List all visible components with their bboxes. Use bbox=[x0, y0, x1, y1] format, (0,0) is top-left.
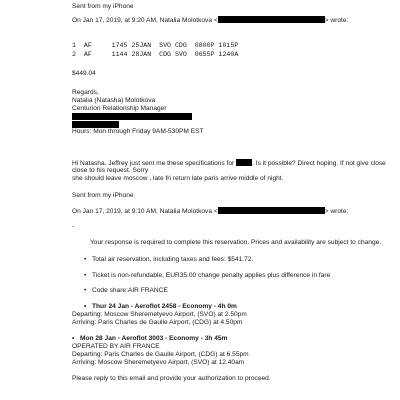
price: $449.04 bbox=[72, 70, 96, 77]
flight-2-depart: Departing: Paris Charles de Gaulle Airport, (CDG) at 6.55pm bbox=[72, 351, 249, 358]
itinerary-route: CDG SVO bbox=[159, 51, 187, 58]
closing-request: Please reply to this email and provide your authorization to proceed. bbox=[72, 375, 271, 382]
itinerary-airline: AF bbox=[83, 51, 92, 58]
sent-from-line-1: Sent from my iPhone bbox=[72, 3, 134, 10]
bullet-item: • Code share:AIR FRANCE bbox=[84, 287, 168, 294]
redacted-name bbox=[236, 159, 252, 166]
itinerary-num: 2 bbox=[72, 51, 76, 58]
flight-title-text: Mon 28 Jan - Aeroflot 3003 - Economy - 3h 45m bbox=[80, 335, 228, 342]
flight-2-title: • Mon 28 Jan - Aeroflot 3003 - Economy - 3h 45m bbox=[72, 335, 228, 342]
bullet-text: Code share:AIR FRANCE bbox=[92, 287, 168, 294]
itinerary-flight: 1745 bbox=[111, 42, 128, 49]
flight-1-depart: Departing: Moscow Sheremetyevo Airport, (SVO) at 2.50pm bbox=[72, 311, 247, 318]
bullet-item: • Total air reservation, including taxes and fees: $541.72. bbox=[84, 256, 254, 263]
message-text: Hi Natasha. Jeffrey just sent me these specifications for bbox=[72, 160, 235, 167]
regards: Regards, bbox=[72, 89, 99, 96]
flight-title-text: Thur 24 Jan - Aeroflot 2458 - Economy - 4h 0m bbox=[92, 303, 237, 310]
response-required: Your response is required to complete this reservation. Prices and availability are subject to change. bbox=[90, 239, 382, 246]
bullet-text: Total air reservation, including taxes and fees: $541.72. bbox=[92, 256, 254, 263]
flight-2-arrive: Arriving: Moscow Sheremetyevo Airport, (SVO) at 12.40am bbox=[72, 359, 245, 366]
message-line-2: close to his request. Sorry bbox=[72, 167, 149, 174]
message-text: . Is it possible? Direct hoping. If not give close bbox=[252, 160, 386, 167]
bullet-item: • Ticket is non-refundable, EUR35.00 change penalty applies plus difference in fare bbox=[84, 272, 331, 279]
redacted-email bbox=[218, 207, 325, 214]
bullet-text: Ticket is non-refundable, EUR35.00 change penalty applies plus difference in fare bbox=[92, 272, 331, 279]
hours: Hours: Mon through Friday 9AM-530PM EST bbox=[72, 128, 204, 135]
wrote-header-prefix: On Jan 17, 2019, at 9:10 AM, Natalia Molotkova < bbox=[72, 208, 218, 215]
wrote-header-suffix: > wrote: bbox=[324, 17, 349, 24]
flight-1-arrive: Arriving: Paris Charles de Gaulle Airport, (CDG) at 4.50pm bbox=[72, 319, 243, 326]
wrote-header-1 bbox=[72, 16, 348, 25]
itinerary-date: 28JAN bbox=[131, 51, 152, 58]
itinerary-date: 25JAN bbox=[131, 42, 152, 49]
itinerary-times: 0655P 1240A bbox=[194, 51, 239, 58]
wrote-header-2 bbox=[72, 207, 348, 216]
flight-2-operated: OPERATED BY AIR FRANCE bbox=[72, 343, 160, 350]
signer-name: Natalia (Natasha) Molotkova bbox=[72, 97, 156, 104]
wrote-header-prefix: On Jan 17, 2019, at 9:20 AM, Natalia Molotkova < bbox=[72, 17, 218, 24]
itinerary-row bbox=[72, 42, 238, 50]
flight-1-title: • Thur 24 Jan - Aeroflot 2458 - Economy - 4h 0m bbox=[84, 303, 237, 310]
signer-title: Centurion Relationship Manager bbox=[72, 105, 167, 112]
itinerary-num: 1 bbox=[72, 42, 76, 49]
wrote-header-suffix: > wrote: bbox=[324, 208, 349, 215]
itinerary-flight: 1144 bbox=[111, 51, 128, 58]
dash-separator: - bbox=[72, 223, 75, 230]
itinerary-route: SVO CDG bbox=[159, 42, 187, 49]
redacted-email bbox=[218, 16, 325, 23]
itinerary-times: 0800P 1015P bbox=[194, 42, 239, 49]
itinerary-airline: AF bbox=[83, 42, 92, 49]
message-line-3: she should leave moscow , late fri return late paris arrive middle of night. bbox=[72, 175, 284, 182]
itinerary-row bbox=[72, 51, 238, 59]
sent-from-line-2: Sent from my iPhone bbox=[72, 192, 134, 199]
